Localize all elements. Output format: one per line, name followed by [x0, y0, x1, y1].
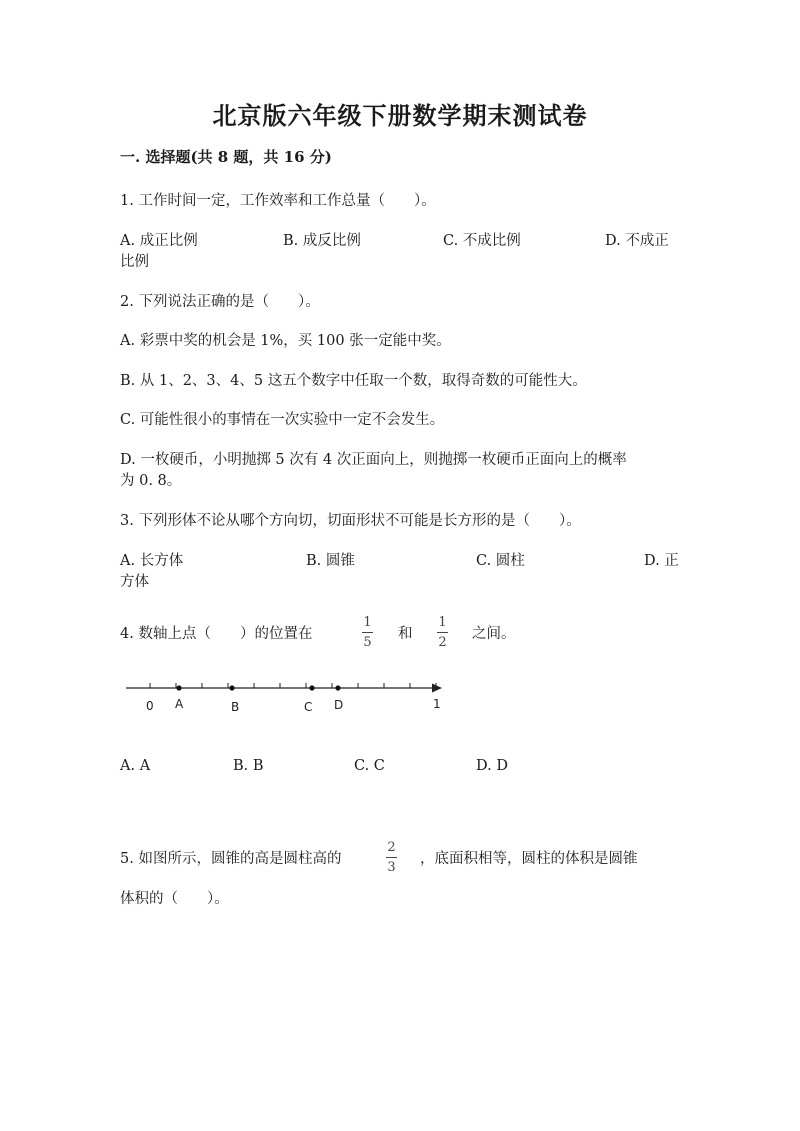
label-one: 1: [433, 697, 441, 711]
q4-frac2-denominator: 2: [438, 635, 447, 650]
q3-option-a: A. 长方体: [120, 553, 184, 569]
q2-option-c: C. 可能性很小的事情在一次实验中一定不会发生。: [120, 412, 445, 428]
q1-option-a: A. 成正比例: [120, 233, 198, 249]
point-c-dot: [309, 685, 314, 690]
q2-option-b: B. 从 1、2、3、4、5 这五个数字中任取一个数，取得奇数的可能性大。: [120, 373, 587, 389]
tick-marks: [150, 683, 436, 688]
label-b: B: [231, 700, 240, 714]
fraction-bar: [437, 632, 448, 633]
q2-option-a: A. 彩票中奖的机会是 1%，买 100 张一定能中奖。: [120, 333, 451, 349]
q5-stem-end: ，底面积相等，圆柱的体积是圆锥: [420, 851, 638, 867]
q4-option-b: B. B: [233, 758, 264, 774]
number-line-figure: [120, 676, 460, 720]
q5-stem-line2: 体积的（ ）。: [120, 891, 229, 907]
q5-stem-start: 5. 如图所示，圆锥的高是圆柱高的: [120, 851, 342, 867]
q4-frac1-denominator: 5: [363, 635, 372, 650]
q5-fraction-two-thirds: [386, 841, 397, 874]
point-d-dot: [335, 685, 340, 690]
label-c: C: [304, 700, 313, 714]
q2-stem: 2. 下列说法正确的是（ ）。: [120, 294, 320, 310]
label-d: D: [334, 698, 344, 712]
q3-stem: 3. 下列形体不论从哪个方向切，切面形状不可能是长方形的是（ ）。: [120, 513, 581, 529]
q3-option-c: C. 圆柱: [476, 553, 525, 569]
q4-frac1-numerator: 1: [363, 615, 372, 630]
q4-fraction-one-half: [437, 616, 448, 649]
q2-option-d-cont: 为 0. 8。: [120, 473, 182, 489]
q4-fraction-one-fifth: [362, 616, 373, 649]
label-a: A: [175, 697, 184, 711]
q5-frac-denominator: 3: [387, 860, 396, 875]
fraction-bar: [386, 857, 397, 858]
q3-option-d-cont: 方体: [120, 574, 149, 590]
q3-option-d: D. 正: [644, 553, 679, 569]
q1-stem: 1. 工作时间一定，工作效率和工作总量（ ）。: [120, 193, 436, 209]
arrow-head-icon: [432, 684, 442, 693]
page-title: 北京版六年级下册数学期末测试卷: [212, 101, 588, 130]
fraction-bar: [362, 632, 373, 633]
q2-option-d: D. 一枚硬币，小明抛掷 5 次有 4 次正面向上，则抛掷一枚硬币正面向上的概率: [120, 452, 627, 468]
q1-option-b: B. 成反比例: [283, 233, 361, 249]
q4-frac2-numerator: 1: [438, 615, 447, 630]
q4-option-d: D. D: [476, 758, 508, 774]
q1-option-c: C. 不成比例: [443, 233, 521, 249]
label-zero: 0: [146, 699, 154, 713]
q4-stem-end: 之间。: [472, 626, 516, 642]
point-b-dot: [229, 685, 234, 690]
q1-option-d: D. 不成正: [605, 233, 669, 249]
q4-option-c: C. C: [354, 758, 385, 774]
point-a-dot: [176, 685, 181, 690]
section-heading: 一. 选择题(共 8 题，共 16 分): [120, 148, 332, 166]
q4-option-a: A. A: [120, 758, 151, 774]
q4-and: 和: [398, 626, 413, 642]
q4-stem-start: 4. 数轴上点（ ）的位置在: [120, 626, 313, 642]
q5-frac-numerator: 2: [387, 840, 396, 855]
q1-option-d-cont: 比例: [120, 254, 149, 270]
q3-option-b: B. 圆锥: [306, 553, 355, 569]
